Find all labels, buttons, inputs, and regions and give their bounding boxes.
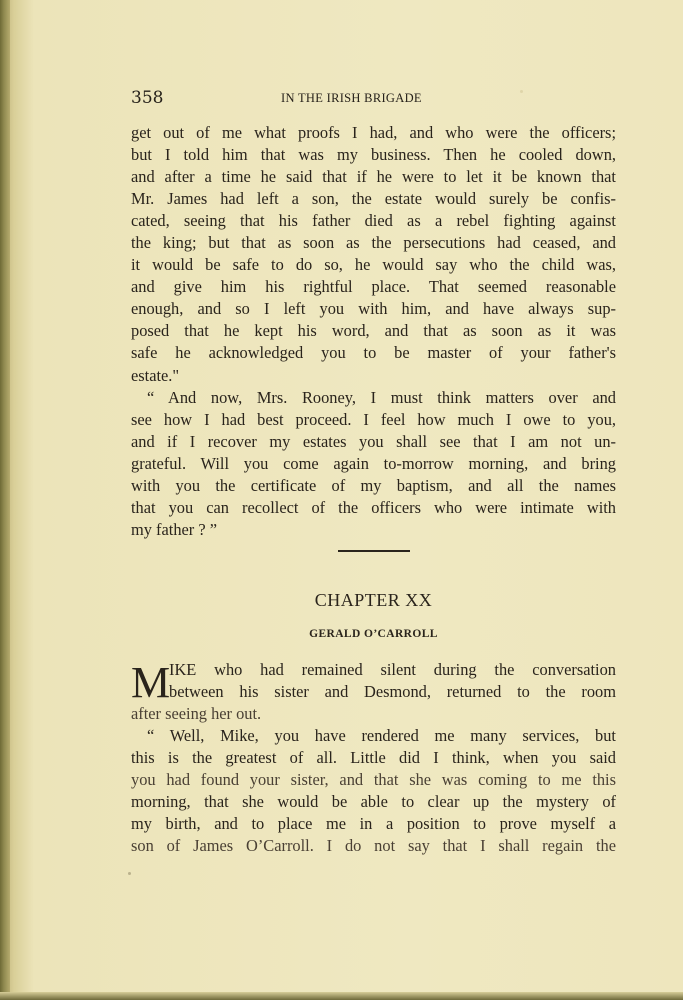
text-line: this is the greatest of all. Little did I think, when you said — [131, 748, 616, 768]
running-title: IN THE IRISH BRIGADE — [281, 91, 422, 105]
page-number: 358 — [131, 88, 164, 108]
page-bottom-edge — [0, 992, 683, 1000]
text-line: and if I recover my estates you shall see that I am not un- — [131, 431, 616, 451]
text-line: Mr. James had left a son, the estate would surely be confis- — [131, 189, 616, 209]
text-line: it would be safe to do so, he would say who the child was, — [131, 255, 616, 275]
text-line: my birth, and to place me in a position to prove myself a — [131, 814, 616, 834]
text-line: that you can recollect of the officers who were intimate with — [131, 497, 616, 517]
text-line: and after a time he said that if he were to let it be known that — [131, 167, 616, 187]
text-line: “ Well, Mike, you have rendered me many services, but — [147, 726, 616, 746]
text-line: enough, and so I left you with him, and have always sup- — [131, 299, 616, 319]
running-header — [131, 88, 616, 110]
text-line: posed that he kept his word, and that as soon as it was — [131, 321, 616, 341]
book-binding-edge — [0, 0, 10, 1000]
text-line: the king; but that as soon as the persecutions had ceased, and — [131, 233, 616, 253]
text-line: safe he acknowledged you to be master of your father's — [131, 343, 616, 363]
text-line: son of James O’Carroll. I do not say that I shall regain the — [131, 836, 616, 856]
text-line: after seeing her out. — [131, 704, 262, 724]
section-divider — [338, 550, 410, 552]
text-line: and give him his rightful place. That seemed reasonable — [131, 277, 616, 297]
passage-text — [131, 122, 616, 541]
text-line: IKE who had remained silent during the conversation — [169, 660, 616, 679]
text-line: between his sister and Desmond, returned to the room — [169, 682, 616, 702]
text-line: estate." — [131, 365, 180, 385]
text-line: grateful. Will you come again to-morrow morning, and bring — [131, 453, 616, 473]
drop-cap: M — [131, 658, 171, 707]
text-line: see how I had best proceed. I feel how much I owe to you, — [131, 409, 616, 429]
paper-speck — [128, 872, 131, 875]
text-line: cated, seeing that his father died as a rebel fighting against — [131, 211, 616, 231]
chapter-heading: CHAPTER XX — [314, 590, 433, 610]
text-line: my father ? ” — [131, 519, 218, 539]
text-line: get out of me what proofs I had, and who were the officers; — [131, 123, 616, 142]
chapter-subheading: GERALD O’CARROLL — [309, 628, 438, 640]
text-line: but I told him that was my business. Then he cooled down, — [131, 145, 616, 165]
text-line: “ And now, Mrs. Rooney, I must think matters over and — [147, 387, 616, 407]
chapter-text — [131, 659, 616, 857]
text-line: morning, that she would be able to clear up the mystery of — [131, 792, 616, 812]
text-line: you had found your sister, and that she was coming to me this — [131, 770, 616, 790]
text-line: with you the certificate of my baptism, and all the names — [131, 475, 616, 495]
